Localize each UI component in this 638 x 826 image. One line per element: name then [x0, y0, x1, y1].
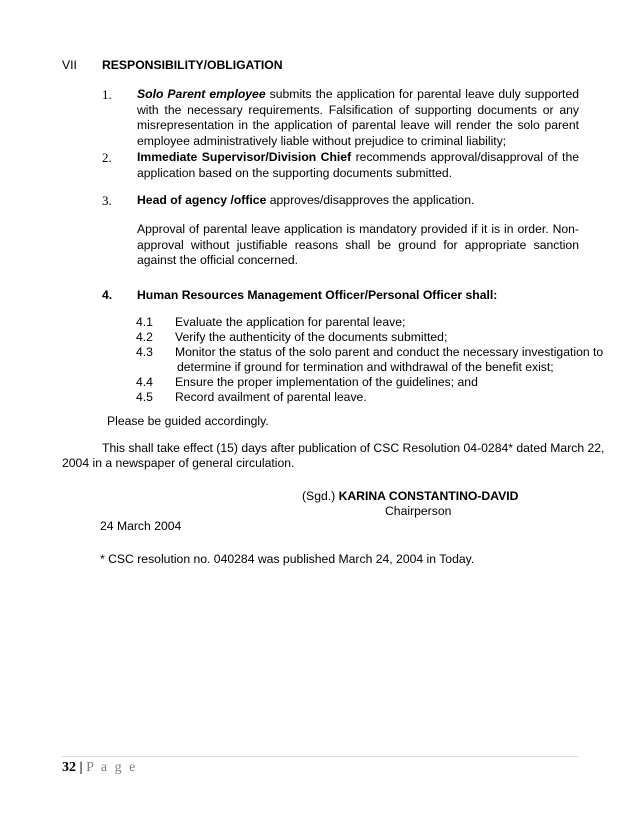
signatory-title: Chairperson [385, 504, 452, 518]
subitem-text: Evaluate the application for parental leave; [175, 315, 406, 329]
item-body: submits the application for parental leave duly supported with the necessary requirements. Falsification of supporting documents or any misrepresentation in the application of parental leave will render the solo parent employee administratively liable without prejudice to criminal liability; [137, 87, 579, 148]
item-body: approves/disapproves the application. [266, 193, 475, 207]
subitem-continuation: determine if ground for termination and withdrawal of the benefit exist; [177, 360, 554, 374]
footnote: * CSC resolution no. 040284 was published March 24, 2004 in Today. [100, 552, 475, 566]
subitem-text: Verify the authenticity of the documents submitted; [175, 330, 448, 344]
document-date: 24 March 2004 [100, 519, 182, 533]
footer-divider [62, 756, 578, 757]
item-body: recommends approval/disapproval of the application based on the supporting documents submitted. [137, 150, 580, 180]
item-number: 3. [102, 193, 112, 208]
item-lead: Solo Parent employee [137, 87, 266, 101]
footer-separator: | [76, 760, 87, 775]
item-text [137, 87, 579, 149]
item-number: 2. [102, 150, 112, 165]
subitem-number: 4.2 [136, 330, 153, 344]
section-number: VII [62, 58, 77, 72]
subitem-number: 4.5 [136, 390, 153, 404]
signature-prefix: (Sgd.) [302, 489, 339, 503]
subitem-number: 4.1 [136, 315, 153, 329]
item-lead: Immediate Supervisor/Division Chief [137, 150, 352, 164]
item-text [137, 193, 579, 209]
page-footer [62, 760, 137, 776]
signatory-name: KARINA CONSTANTINO-DAVID [338, 489, 519, 503]
item-lead: Human Resources Management Officer/Personal Officer shall: [137, 288, 498, 302]
subitem-text: Ensure the proper implementation of the guidelines; and [175, 375, 478, 389]
subitem-text: Record availment of parental leave. [175, 390, 367, 404]
page-number: 32 [62, 760, 76, 775]
item-text [137, 150, 579, 181]
effect-line-2: 2004 in a newspaper of general circulation. [62, 456, 295, 470]
item-note: Approval of parental leave application is mandatory provided if it is in order. Non-approval without justifiable reasons shall be ground for appropriate sanction against the official concerned. [137, 222, 579, 267]
signature-line [302, 489, 518, 505]
subitem-text: Monitor the status of the solo parent and conduct the necessary investigation to [175, 345, 604, 359]
guided-text: Please be guided accordingly. [107, 414, 269, 428]
item-number: 1. [102, 87, 112, 102]
page-label: P a g e [86, 760, 138, 775]
item-lead: Head of agency /office [137, 193, 267, 207]
item-number: 4. [102, 288, 113, 302]
subitem-number: 4.4 [136, 375, 153, 389]
effect-line-1: This shall take effect (15) days after publication of CSC Resolution 04-0284* dated March 22, [102, 441, 605, 455]
subitem-number: 4.3 [136, 345, 153, 359]
section-title: RESPONSIBILITY/OBLIGATION [102, 58, 283, 72]
